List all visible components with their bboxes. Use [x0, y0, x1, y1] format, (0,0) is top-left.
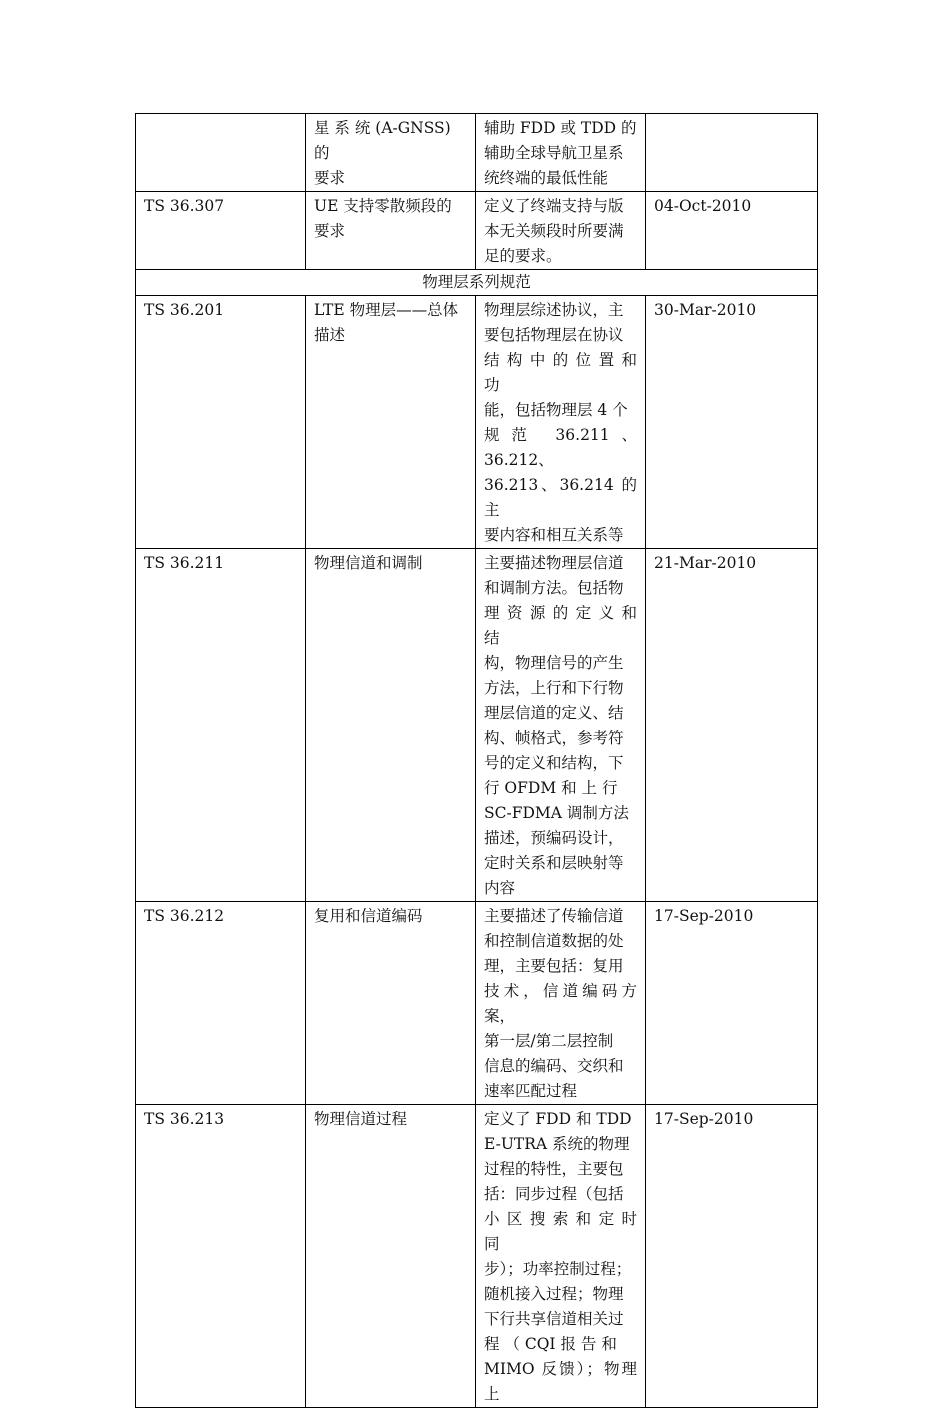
spec-number: TS 36.201: [136, 296, 306, 549]
spec-date: 21-Mar-2010: [646, 549, 818, 902]
spec-name: 物理信道过程: [306, 1105, 476, 1408]
spec-date: [646, 114, 818, 192]
spec-number: TS 36.307: [136, 192, 306, 270]
spec-date: 17-Sep-2010: [646, 1105, 818, 1408]
spec-number: TS 36.212: [136, 902, 306, 1105]
section-title: 物理层系列规范: [136, 270, 818, 296]
spec-description: 辅助 FDD 或 TDD 的 辅助全球导航卫星系 统终端的最低性能: [476, 114, 646, 192]
spec-date: 30-Mar-2010: [646, 296, 818, 549]
spec-description: 物理层综述协议，主 要包括物理层在协议 结 构 中 的 位 置 和 功 能，包括物理层 4 个 规范 36.211、36.212、 36.213、36.214 的主 要内容和相互关系等: [476, 296, 646, 549]
spec-name: UE 支持零散频段的 要求: [306, 192, 476, 270]
table-row: [136, 192, 818, 270]
table-row: [136, 549, 818, 902]
spec-description: 定义了终端支持与版 本无关频段时所要满 足的要求。: [476, 192, 646, 270]
spec-date: 17-Sep-2010: [646, 902, 818, 1105]
spec-date: 04-Oct-2010: [646, 192, 818, 270]
table-row: [136, 1105, 818, 1408]
spec-description: 主要描述物理层信道 和调制方法。包括物 理 资 源 的 定 义 和 结 构，物理信号的产生 方法，上行和下行物 理层信道的定义、结 构、帧格式，参考符 号的定义和结构，下 行 OFDM 和 上 行 SC-FDMA 调制方法 描述，预编码设计， 定时关系和层映射等 内容: [476, 549, 646, 902]
table-row: [136, 296, 818, 549]
spec-table: [135, 113, 818, 1408]
spec-number: TS 36.213: [136, 1105, 306, 1408]
spec-name: 星 系 统 (A-GNSS) 的 要求: [306, 114, 476, 192]
section-row: [136, 270, 818, 296]
spec-name: LTE 物理层——总体 描述: [306, 296, 476, 549]
spec-name: 物理信道和调制: [306, 549, 476, 902]
table-row: [136, 114, 818, 192]
spec-description: 定义了 FDD 和 TDD E-UTRA 系统的物理 过程的特性，主要包 括：同步过程（包括 小 区 搜 索 和 定 时 同 步）；功率控制过程； 随机接入过程；物理 下行共享信道相关过 程 （ CQI 报 告 和 MIMO 反馈）；物理上: [476, 1105, 646, 1408]
table-row: [136, 902, 818, 1105]
spec-number: [136, 114, 306, 192]
spec-number: TS 36.211: [136, 549, 306, 902]
spec-description: 主要描述了传输信道 和控制信道数据的处 理，主要包括：复用 技术，信道编码方案， 第一层/第二层控制 信息的编码、交织和 速率匹配过程: [476, 902, 646, 1105]
spec-name: 复用和信道编码: [306, 902, 476, 1105]
